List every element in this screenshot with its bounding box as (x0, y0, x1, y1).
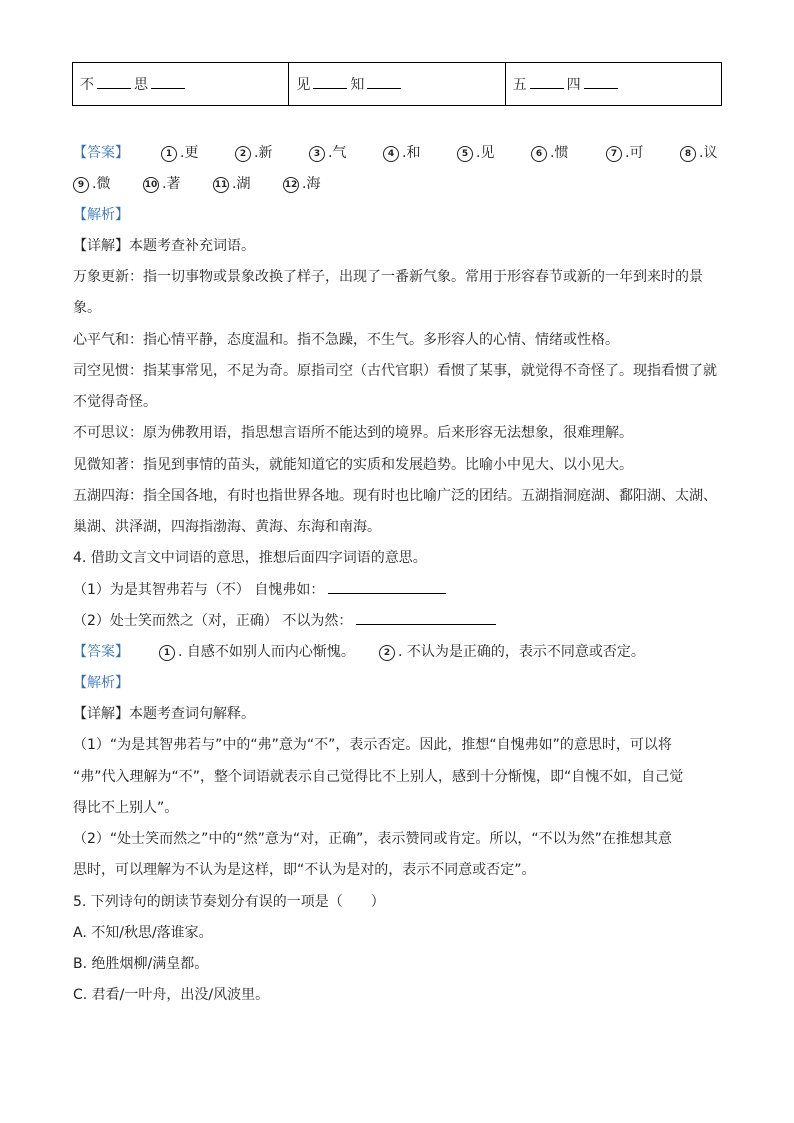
body-line: 司空见惯：指某事常见，不足为奇。原指司空（古代官职）看惯了某事，就觉得不奇怪了。现指看惯了就 (73, 363, 717, 379)
circled-number: 1 (161, 146, 177, 162)
table-cell (289, 63, 505, 106)
answer-text: .议 (699, 145, 718, 161)
question-title: 4. 借助文言文中词语的意思，推想后面四字词语的意思。 (73, 550, 427, 566)
answer-item (680, 143, 717, 163)
answer-text: .和 (402, 145, 421, 161)
answer-text: .气 (328, 145, 347, 161)
body-line: 得比不上别人”。 (73, 800, 179, 816)
answer-label: 【答案】 (73, 644, 129, 660)
body-line: 巢湖、洪泽湖，四海指渤海、黄海、东海和南海。 (73, 519, 381, 535)
table-row (73, 63, 722, 106)
answer-text: .可 (625, 145, 644, 161)
answer-text: .惯 (550, 145, 569, 161)
answer-item (159, 642, 355, 662)
answer-text: . 自感不如别人而内心惭愧。 (178, 644, 355, 660)
blank-line (97, 87, 131, 89)
answer-blank (328, 592, 446, 594)
body-line: 思时，可以理解为不认为是这样，即“不认为是对的，表示不同意或否定”。 (73, 862, 536, 878)
cell-char: 四 (566, 77, 581, 93)
answer-item (73, 174, 110, 194)
circled-number: 11 (213, 177, 229, 193)
answer-label: 【答案】 (73, 145, 129, 161)
sub-question (73, 611, 496, 631)
question-title: 5. 下列诗句的朗读节奏划分有误的一项是（ ） (73, 894, 385, 910)
answer-item (161, 143, 198, 163)
body-line: 不觉得奇怪。 (73, 394, 157, 410)
cell-char: 思 (134, 77, 148, 93)
answer-item (143, 174, 180, 194)
cell-char: 不 (80, 77, 94, 93)
answer-text: .见 (476, 145, 495, 161)
answer-item (606, 143, 643, 163)
blank-line (584, 87, 618, 89)
blank-line (313, 87, 347, 89)
answer-text: .著 (162, 176, 181, 192)
option-b: B. 绝胜烟柳/满皇都。 (73, 956, 209, 972)
fill-in-table (72, 62, 722, 106)
sub-question (73, 580, 446, 600)
circled-number: 7 (606, 146, 622, 162)
body-line: 五湖四海：指全国各地，有时也指世界各地。现有时也比喻广泛的团结。五湖指洞庭湖、鄱阳湖、太湖、 (73, 488, 717, 504)
option-c: C. 君看/一叶舟，出没/风波里。 (73, 987, 270, 1003)
blank-line (151, 87, 185, 89)
body-line: 见微知著：指见到事情的苗头，就能知道它的实质和发展趋势。比喻小中见大、以小见大。 (73, 457, 633, 473)
answer-item (213, 174, 250, 194)
circled-number: 10 (143, 177, 159, 193)
answer-text: .湖 (232, 176, 251, 192)
blank-line (367, 87, 401, 89)
body-line: “弗”代入理解为“不”，整个词语就表示自己觉得比不上别人，感到十分惭愧，即“自愧不如，自己觉 (73, 769, 684, 785)
body-line: （2）“处士笑而然之”中的“然”意为“对，正确”，表示赞同或肯定。所以，“不以为然”在推想其意 (73, 831, 672, 847)
circled-number: 8 (680, 146, 696, 162)
circled-number: 9 (73, 177, 89, 193)
body-line: 象。 (73, 300, 101, 316)
circled-number: 5 (457, 146, 473, 162)
cell-char: 知 (350, 77, 365, 93)
detail-line: 【详解】本题考查词句解释。 (73, 706, 255, 722)
body-line: 万象更新：指一切事物或景象改换了样子，出现了一番新气象。常用于形容春节或新的一年到来时的景 (73, 269, 703, 285)
body-line: 心平气和：指心情平静，态度温和。指不急躁，不生气。多形容人的心情、情绪或性格。 (73, 332, 619, 348)
detail-line: 【详解】本题考查补充词语。 (73, 238, 255, 254)
table-cell (505, 63, 721, 106)
answer-item (379, 642, 645, 662)
table-cell (73, 63, 289, 106)
answer-item (235, 143, 272, 163)
answer-item (383, 143, 420, 163)
circled-number: 1 (159, 645, 175, 661)
circled-number: 3 (309, 146, 325, 162)
answer-item (309, 143, 346, 163)
answer-item (531, 143, 568, 163)
body-line: （1）“为是其智弗若与”中的“弗”意为“不”，表示否定。因此，推想“自愧弗如”的意思时，可以将 (73, 737, 672, 753)
option-a: A. 不知/秋思/落谁家。 (73, 925, 213, 941)
blank-line (530, 87, 564, 89)
answer-text: .微 (92, 176, 111, 192)
cell-char: 五 (512, 77, 527, 93)
circled-number: 12 (283, 177, 299, 193)
answer-text: .海 (302, 176, 321, 192)
answer-text: .更 (180, 145, 199, 161)
body-line: 不可思议：原为佛教用语，指思想言语所不能达到的境界。后来形容无法想象，很难理解。 (73, 425, 633, 441)
circled-number: 2 (235, 146, 251, 162)
answer-text: .新 (254, 145, 273, 161)
cell-char: 见 (296, 77, 311, 93)
circled-number: 6 (531, 146, 547, 162)
circled-number: 4 (383, 146, 399, 162)
answer-text: . 不认为是正确的，表示不同意或否定。 (398, 644, 645, 660)
circled-number: 2 (379, 645, 395, 661)
answer-blank (356, 623, 496, 625)
answer-item (283, 174, 320, 194)
sub-question-text: （1）为是其智弗若与（不） 自愧弗如： (73, 582, 325, 598)
analysis-label: 【解析】 (73, 207, 129, 223)
sub-question-text: （2）处士笑而然之（对，正确） 不以为然： (73, 613, 353, 629)
analysis-label: 【解析】 (73, 675, 129, 691)
answer-item (457, 143, 494, 163)
